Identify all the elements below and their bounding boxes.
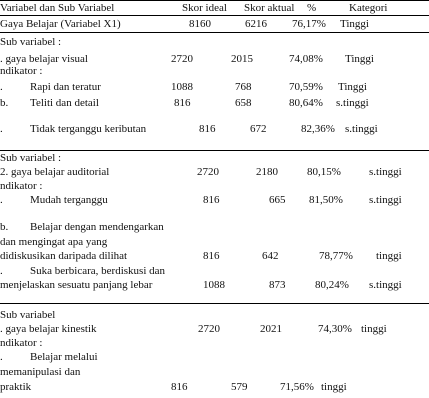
visual-i2-ideal: 816 <box>174 97 191 109</box>
visual-i1-ideal: 1088 <box>171 81 193 93</box>
auditorial-i2-line1: Belajar dengan mendengarkan <box>30 221 164 233</box>
visual-i1-label: Rapi dan teratur <box>30 81 101 93</box>
kinestetik-i1-actual: 579 <box>231 381 248 393</box>
auditorial-sub-label: Sub variabel : <box>0 152 62 164</box>
auditorial-category: s.tinggi <box>369 166 402 178</box>
visual-i2-actual: 658 <box>235 97 252 109</box>
auditorial-section-rule <box>0 303 429 304</box>
auditorial-name: 2. gaya belajar auditorial <box>0 166 110 178</box>
auditorial-i1-percent: 81,50% <box>309 194 343 206</box>
auditorial-i1-ideal: 816 <box>203 194 220 206</box>
visual-ideal: 2720 <box>171 53 193 65</box>
visual-percent: 74,08% <box>289 53 323 65</box>
visual-i1-category: Tinggi <box>338 81 367 93</box>
auditorial-i2-line2: dan mengingat apa yang <box>0 236 108 248</box>
auditorial-i3-category: s.tinggi <box>369 279 402 291</box>
visual-actual: 2015 <box>231 53 253 65</box>
visual-sub-label: Sub variabel : <box>0 36 62 48</box>
kinestetik-category: tinggi <box>361 323 387 335</box>
auditorial-i3-marker: . <box>0 265 3 277</box>
kinestetik-i1-percent: 71,56% <box>280 381 314 393</box>
visual-i2-category: s.tinggi <box>336 97 369 109</box>
auditorial-i2-actual: 642 <box>262 250 279 262</box>
total-row-rule <box>0 32 429 33</box>
kinestetik-ideal: 2720 <box>198 323 220 335</box>
visual-i1-marker: . <box>0 81 3 93</box>
table-top-rule <box>0 0 429 1</box>
kinestetik-i1-line2: memanipulasi dan <box>0 366 81 378</box>
auditorial-i2-category: tinggi <box>376 250 402 262</box>
auditorial-percent: 80,15% <box>307 166 341 178</box>
kinestetik-i1-ideal: 816 <box>171 381 188 393</box>
header-variable: Variabel dan Sub Variabel <box>0 2 115 14</box>
auditorial-i2-ideal: 816 <box>203 250 220 262</box>
auditorial-i3-line1: Suka berbicara, berdiskusi dan <box>30 265 166 277</box>
visual-i2-percent: 80,64% <box>289 97 323 109</box>
visual-i3-percent: 82,36% <box>301 123 335 135</box>
kinestetik-name: . gaya belajar kinestik <box>0 323 97 335</box>
auditorial-i3-ideal: 1088 <box>203 279 225 291</box>
visual-i3-label: Tidak terganggu keributan <box>30 123 147 135</box>
kinestetik-i1-line1: Belajar melalui <box>30 351 98 363</box>
visual-i3-actual: 672 <box>250 123 267 135</box>
kinestetik-actual: 2021 <box>260 323 282 335</box>
auditorial-actual: 2180 <box>256 166 278 178</box>
visual-section-rule <box>0 150 429 151</box>
visual-i2-label: Teliti dan detail <box>30 97 99 109</box>
header-category: Kategori <box>349 2 388 14</box>
visual-i3-category: s.tinggi <box>345 123 378 135</box>
header-ideal-score: Skor ideal <box>182 2 227 14</box>
total-label: Gaya Belajar (Variabel X1) <box>0 18 121 30</box>
auditorial-i2-percent: 78,77% <box>319 250 353 262</box>
auditorial-i1-label: Mudah terganggu <box>30 194 108 206</box>
kinestetik-i1-marker: . <box>0 351 3 363</box>
total-actual: 6216 <box>245 18 267 30</box>
visual-category: Tinggi <box>345 53 374 65</box>
auditorial-indicator-label: ndikator : <box>0 180 43 192</box>
auditorial-i2-marker: b. <box>0 221 9 233</box>
visual-i2-marker: b. <box>0 97 9 109</box>
auditorial-ideal: 2720 <box>197 166 219 178</box>
kinestetik-indicator-label: ndikator : <box>0 337 43 349</box>
kinestetik-sub-label: Sub variabel <box>0 309 56 321</box>
visual-name: . gaya belajar visual <box>0 53 88 65</box>
total-ideal: 8160 <box>189 18 211 30</box>
auditorial-i3-percent: 80,24% <box>315 279 349 291</box>
visual-i3-ideal: 816 <box>199 123 216 135</box>
header-actual-score: Skor aktual <box>244 2 295 14</box>
kinestetik-percent: 74,30% <box>318 323 352 335</box>
auditorial-i3-line2: menjelaskan sesuatu panjang lebar <box>0 279 153 291</box>
header-percent: % <box>307 2 317 14</box>
visual-indicator-label: ndikator : <box>0 65 43 77</box>
auditorial-i1-marker: . <box>0 194 3 206</box>
kinestetik-i1-line3: praktik <box>0 381 32 393</box>
total-percent: 76,17% <box>292 18 326 30</box>
auditorial-i1-actual: 665 <box>269 194 286 206</box>
kinestetik-i1-category: tinggi <box>321 381 347 393</box>
visual-i1-percent: 70,59% <box>289 81 323 93</box>
auditorial-i3-actual: 873 <box>269 279 286 291</box>
auditorial-i1-category: s.tinggi <box>369 194 402 206</box>
visual-i1-actual: 768 <box>235 81 252 93</box>
header-rule <box>0 15 429 16</box>
auditorial-i2-line3: didiskusikan daripada dilihat <box>0 250 128 262</box>
visual-i3-marker: . <box>0 123 3 135</box>
total-category: Tinggi <box>340 18 369 30</box>
